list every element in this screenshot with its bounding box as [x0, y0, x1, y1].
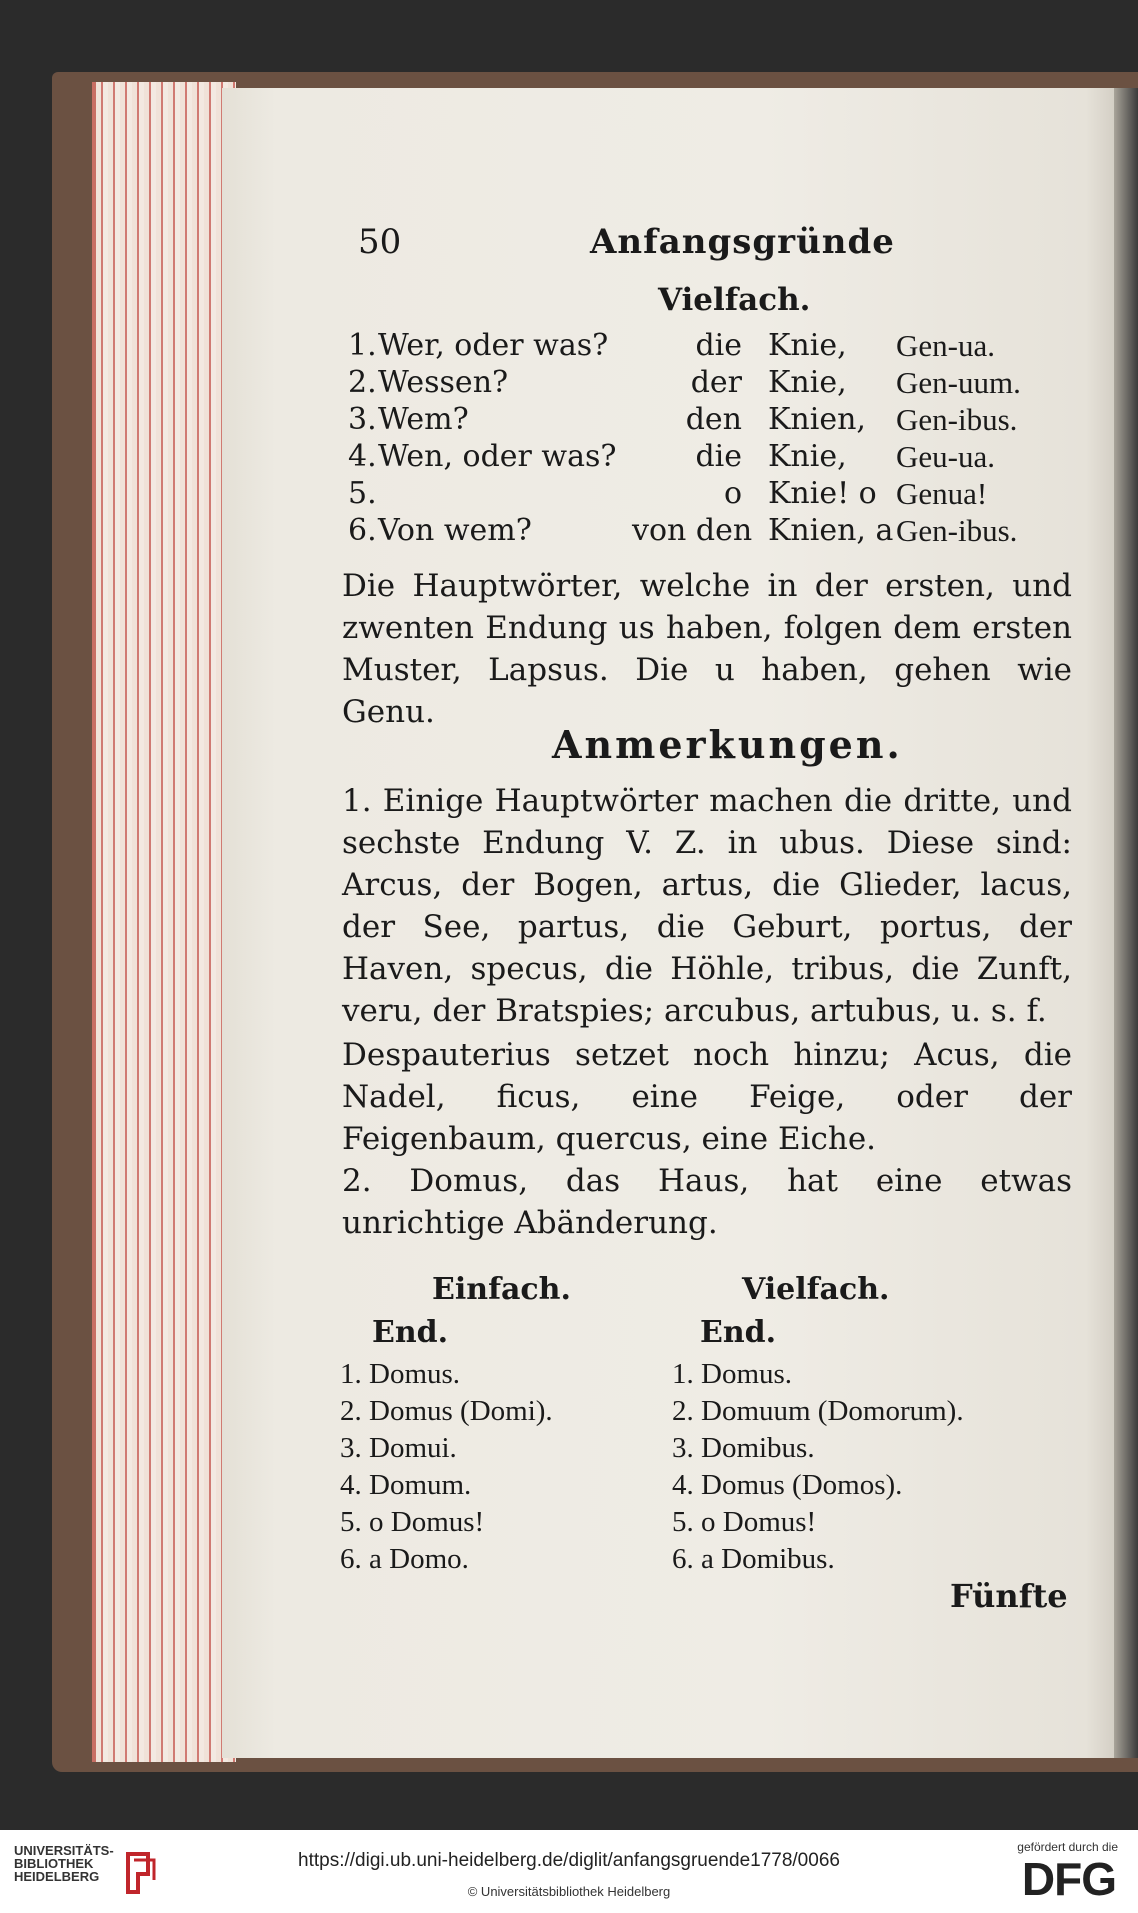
table-cell-la: Gen-ibus. [896, 513, 1018, 548]
table-cell-art: die [695, 328, 742, 363]
table-cell-art: den [685, 402, 742, 437]
table-cell-de: Knie! o [768, 476, 877, 511]
plural-row: 5. o Domus! [672, 1506, 817, 1538]
table-cell-n: 2. [348, 365, 377, 400]
plural-row: 4. Domus (Domos). [672, 1469, 903, 1501]
table-cell-la: Gen-ibus. [896, 402, 1018, 437]
singular-row: 6. a Domo. [340, 1543, 469, 1575]
table-cell-de: Knien, [768, 402, 866, 437]
table-cell-q: Von wem? [378, 513, 532, 548]
table-cell-n: 5. [348, 476, 377, 511]
paragraph-note-1: 1. Einige Hauptwörter machen die dritte, und sechste Endung V. Z. in ubus. Diese sind: Arcus, der Bogen, artus, die Glieder, lacus, der See, partus, die Geburt, portus, der Haven, specus, die Höhle, tribus, die Zunft, veru, der Bratspies; arcubus, artubus, u. s. f. [342, 783, 1072, 1029]
plural-end-label: End. [700, 1315, 777, 1350]
singular-end-label: End. [372, 1315, 449, 1350]
table-cell-de: Knie, [768, 439, 847, 474]
singular-heading: Einfach. [432, 1272, 571, 1307]
paragraph-hauptwoerter: Die Hauptwörter, welche in der ersten, und zwenten Endung us haben, folgen dem ersten Muster, Lapsus. Die u haben, gehen wie Genu. [342, 568, 1072, 730]
library-name-line: HEIDELBERG [14, 1869, 100, 1884]
table-cell-la: Genua! [896, 476, 988, 511]
table-cell-n: 4. [348, 439, 377, 474]
permalink-url[interactable]: https://digi.ub.uni-heidelberg.de/diglit/anfangsgruende1778/0066 [298, 1850, 840, 1871]
table-cell-n: 1. [348, 328, 377, 363]
declension-heading: Vielfach. [658, 282, 811, 318]
table-cell-art: o [723, 476, 742, 511]
table-cell-de: Knie, [768, 365, 847, 400]
singular-row: 2. Domus (Domi). [340, 1395, 553, 1427]
section-heading-anmerkungen: Anmerkungen. [552, 722, 903, 767]
page-number: 50 [358, 222, 402, 262]
table-cell-de: Knie, [768, 328, 847, 363]
copyright-notice: © Universitätsbibliothek Heidelberg [467, 1884, 671, 1899]
table-cell-q: Wem? [378, 402, 469, 437]
paragraph-note-2: 2. Domus, das Haus, hat eine etwas unrichtige Abänderung. [342, 1163, 1072, 1241]
table-cell-la: Gen-ua. [896, 328, 995, 363]
library-name-line: BIBLIOTHEK [14, 1856, 94, 1871]
table-cell-q: Wessen? [378, 365, 509, 400]
plural-row: 3. Domibus. [672, 1432, 815, 1464]
paragraph-despauterius: Despauterius setzet noch hinzu; Acus, die Nadel, ficus, eine Feige, oder der Feigenbaum, quercus, eine Eiche. [342, 1037, 1072, 1157]
catchword: Fünfte [950, 1577, 1068, 1615]
plural-row: 2. Domuum (Domorum). [672, 1395, 964, 1427]
table-cell-la: Geu-ua. [896, 439, 995, 474]
plural-row: 1. Domus. [672, 1358, 793, 1390]
running-head: Anfangsgründe [590, 222, 895, 262]
library-name-line: UNIVERSITÄTS- [14, 1843, 114, 1858]
dfg-logo: DFG [1021, 1853, 1116, 1905]
singular-row: 4. Domum. [340, 1469, 472, 1501]
table-cell-n: 3. [348, 402, 377, 437]
table-cell-art: von den [632, 513, 753, 548]
table-cell-de: Knien, a [768, 513, 894, 548]
table-cell-art: die [695, 439, 742, 474]
table-cell-q: Wer, oder was? [378, 328, 609, 363]
plural-heading: Vielfach. [742, 1272, 890, 1307]
singular-row: 5. o Domus! [340, 1506, 485, 1538]
page-edges [92, 82, 236, 1762]
table-cell-n: 6. [348, 513, 377, 548]
table-cell-art: der [690, 365, 742, 400]
page-gutter [1114, 88, 1138, 1758]
funder-note: gefördert durch die [1017, 1840, 1118, 1854]
plural-row: 6. a Domibus. [672, 1543, 835, 1575]
singular-row: 1. Domus. [340, 1358, 461, 1390]
table-cell-la: Gen-uum. [896, 365, 1021, 400]
table-cell-q: Wen, oder was? [378, 439, 617, 474]
singular-row: 3. Domui. [340, 1432, 457, 1464]
